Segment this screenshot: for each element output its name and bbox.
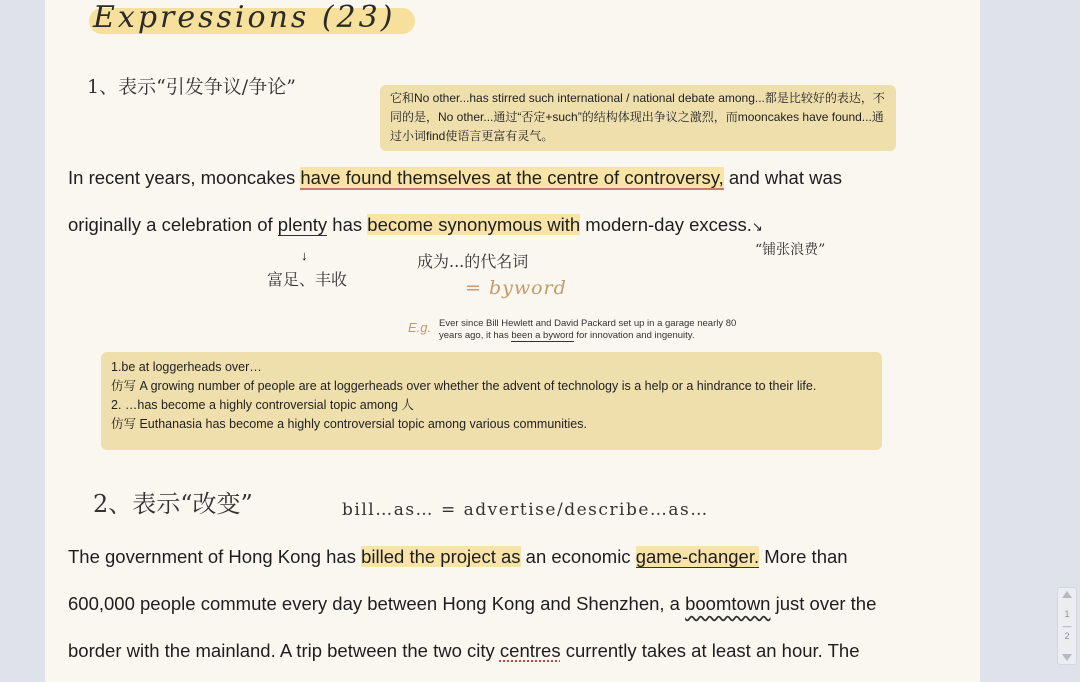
annotation-synonym: 成为...的代名词 bbox=[417, 252, 529, 271]
eg-label: E.g. bbox=[408, 320, 432, 335]
document-page bbox=[45, 0, 980, 682]
scroll-up-icon[interactable] bbox=[1062, 591, 1072, 598]
underlined-phrase: been a byword bbox=[511, 330, 574, 341]
highlight-phrase: become synonymous with bbox=[367, 214, 581, 235]
underlined-word: boomtown bbox=[685, 593, 771, 614]
section1-example-box: 1.be at loggerheads over… 仿写 A growing number of people are at loggerheads over whether the advent of technology is a help or a hindrance to their life. 2. …has become a highly controversial topic among 人 仿写 Euthanasia has become a highly controversial topic among various communities. bbox=[101, 352, 882, 450]
section1-line1: In recent years, mooncakes have found themselves at the centre of controversy, and what was bbox=[68, 167, 842, 188]
underlined-word: plenty bbox=[277, 214, 328, 235]
section2-line2: 600,000 people commute every day between Hong Kong and Shenzhen, a boomtown just over the bbox=[68, 593, 877, 614]
eg-line2: years ago, it has been a byword for innovation and ingenuity. bbox=[439, 330, 695, 341]
section2-heading: 2、表示“改变” bbox=[93, 490, 253, 518]
annotation-plenty: 富足、丰收 bbox=[267, 270, 348, 289]
page-total: 2 bbox=[1064, 631, 1070, 641]
section1-note: 它和No other...has stirred such international / national debate among...都是比较好的表达，不同的是，No other...通过“否定+such”的结构体现出争议之激烈，而mooncakes have found...通过小词find使语言更富有灵气。 bbox=[380, 85, 896, 151]
page-scrollbar[interactable] bbox=[1057, 587, 1077, 665]
scroll-down-icon[interactable] bbox=[1062, 654, 1072, 661]
highlight-phrase: game-changer. bbox=[635, 546, 760, 567]
highlight-phrase: billed the project as bbox=[361, 546, 521, 567]
page-divider: — bbox=[1062, 621, 1072, 631]
underlined-word: centres bbox=[499, 640, 561, 661]
section2-line1: The government of Hong Kong has billed the project as an economic game-changer. More than bbox=[68, 546, 848, 567]
section2-line3: border with the mainland. A trip between the two city centres currently takes at least an hour. The bbox=[68, 640, 860, 661]
section1-heading: 1、表示“引发争议/争论” bbox=[87, 76, 296, 98]
annotation-excess: “铺张浪费” bbox=[755, 242, 826, 258]
page-title: Expressions (23) bbox=[93, 0, 396, 35]
highlight-phrase: have found themselves at the centre of controversy, bbox=[300, 167, 724, 188]
down-arrow-icon: ↓ bbox=[301, 248, 308, 263]
annotation-byword: = byword bbox=[465, 277, 567, 299]
eg-line1: Ever since Bill Hewlett and David Packard set up in a garage nearly 80 bbox=[439, 318, 737, 329]
section1-line2: originally a celebration of plenty has become synonymous with modern-day excess.↘ bbox=[68, 214, 763, 235]
page-current: 1 bbox=[1064, 609, 1070, 619]
annotation-bill: bill…as… = advertise/describe…as… bbox=[342, 500, 709, 520]
